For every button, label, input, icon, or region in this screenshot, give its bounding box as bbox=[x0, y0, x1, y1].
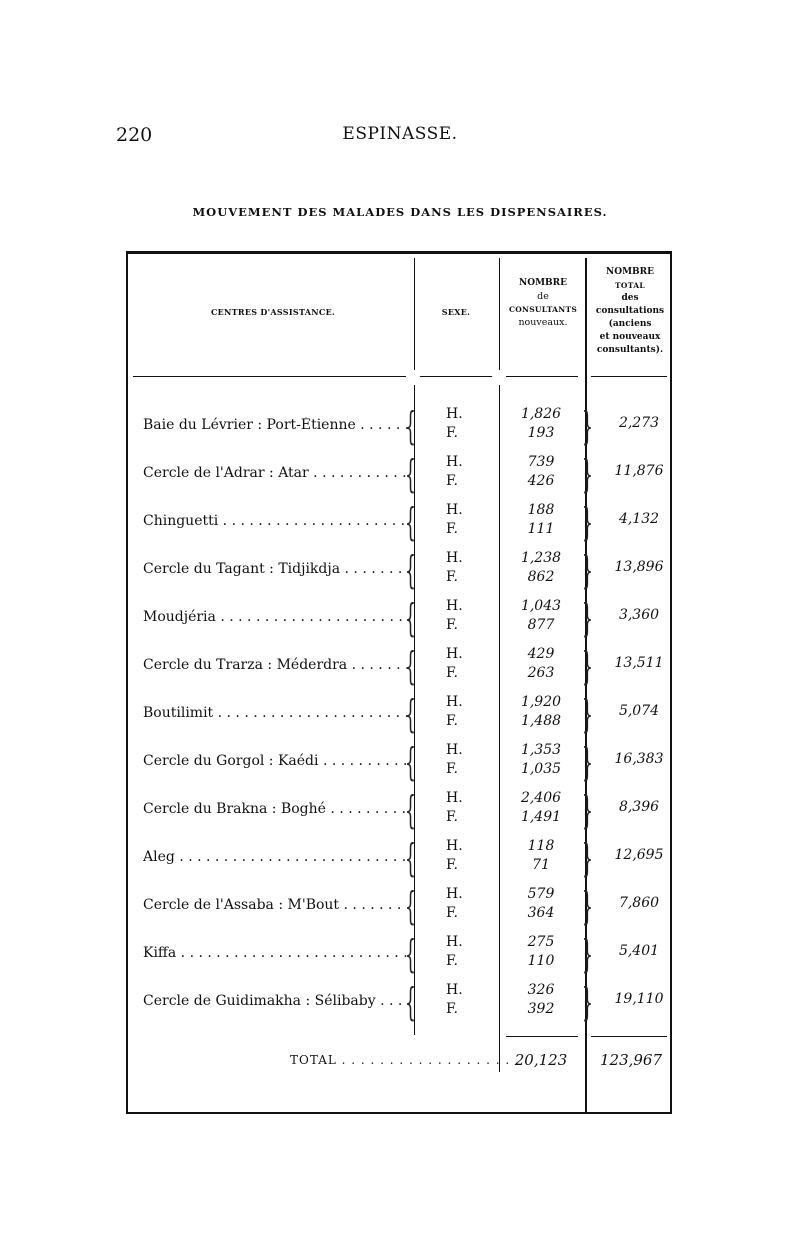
table-row-gorgol-kaedi bbox=[0, 739, 800, 785]
count-f: 1,488 bbox=[520, 713, 562, 729]
total-consultations: 2,273 bbox=[618, 415, 660, 431]
count-f: 364 bbox=[527, 905, 555, 921]
table-row-moudjeria bbox=[0, 595, 800, 641]
brace-right: } bbox=[582, 932, 593, 976]
brace-left: { bbox=[405, 404, 416, 448]
sex-f: F. bbox=[446, 521, 458, 537]
count-f: 877 bbox=[527, 617, 555, 633]
total-consultations: 3,360 bbox=[618, 607, 660, 623]
count-f: 111 bbox=[527, 521, 555, 537]
sex-f: F. bbox=[446, 905, 458, 921]
count-f: 110 bbox=[527, 953, 555, 969]
centre-name bbox=[143, 561, 411, 577]
count-h: 326 bbox=[527, 982, 555, 998]
brace-right: } bbox=[582, 644, 593, 688]
count-h: 188 bbox=[527, 502, 555, 518]
sex-h: H. bbox=[446, 838, 463, 854]
count-h: 579 bbox=[527, 886, 555, 902]
leader-dots bbox=[337, 1053, 520, 1067]
centre-name-text: Kiffa bbox=[143, 945, 177, 961]
total-consultations: 13,511 bbox=[614, 655, 664, 671]
leader-dots bbox=[176, 945, 411, 961]
column-rule-sexe bbox=[499, 258, 500, 370]
count-f: 1,035 bbox=[520, 761, 562, 777]
count-h: 739 bbox=[527, 454, 555, 470]
count-h: 1,826 bbox=[520, 406, 562, 422]
table-row-kiffa bbox=[0, 931, 800, 977]
brace-left: { bbox=[405, 932, 416, 976]
leader-dots bbox=[339, 897, 411, 913]
table-row-aleg bbox=[0, 835, 800, 881]
table-row-trarza-mederdra bbox=[0, 643, 800, 689]
brace-left: { bbox=[405, 740, 416, 784]
centre-name-text: Cercle de Guidimakha : Sélibaby bbox=[143, 993, 376, 1009]
total-consultations: 5,401 bbox=[618, 943, 660, 959]
total-rule-left bbox=[506, 1036, 578, 1037]
brace-left: { bbox=[405, 884, 416, 928]
centre-name-text: Moudjéria bbox=[143, 609, 216, 625]
count-h: 1,353 bbox=[520, 742, 562, 758]
brace-left: { bbox=[405, 548, 416, 592]
centre-name bbox=[143, 513, 411, 529]
sex-f: F. bbox=[446, 857, 458, 873]
sex-f: F. bbox=[446, 1001, 458, 1017]
brace-right: } bbox=[582, 740, 593, 784]
centre-name bbox=[143, 609, 411, 625]
centre-name-text: Chinguetti bbox=[143, 513, 219, 529]
sex-h: H. bbox=[446, 886, 463, 902]
sex-h: H. bbox=[446, 694, 463, 710]
count-f: 392 bbox=[527, 1001, 555, 1017]
leader-dots bbox=[356, 417, 411, 433]
total-consultations: 7,860 bbox=[618, 895, 660, 911]
header-nouveaux-line-4: nouveaux. bbox=[518, 317, 568, 328]
total-consultations: 5,074 bbox=[618, 703, 660, 719]
sex-f: F. bbox=[446, 617, 458, 633]
header-total-line-5: (anciens bbox=[608, 319, 652, 329]
brace-right: } bbox=[582, 836, 593, 880]
sex-f: F. bbox=[446, 713, 458, 729]
sex-f: F. bbox=[446, 569, 458, 585]
header-total-line-2: TOTAL bbox=[615, 281, 645, 290]
brace-left: { bbox=[405, 500, 416, 544]
table-row-adrar-atar bbox=[0, 451, 800, 497]
count-h: 429 bbox=[527, 646, 555, 662]
centre-name-text: Cercle du Brakna : Boghé bbox=[143, 801, 326, 817]
count-f: 263 bbox=[527, 665, 555, 681]
grand-total-nouveaux: 20,123 bbox=[514, 1051, 568, 1069]
sex-h: H. bbox=[446, 598, 463, 614]
brace-right: } bbox=[582, 884, 593, 928]
sex-f: F. bbox=[446, 425, 458, 441]
centre-name-text: Cercle de l'Adrar : Atar bbox=[143, 465, 309, 481]
brace-left: { bbox=[405, 644, 416, 688]
sex-f: F. bbox=[446, 953, 458, 969]
brace-right: } bbox=[582, 980, 593, 1024]
count-h: 118 bbox=[527, 838, 555, 854]
count-h: 1,043 bbox=[520, 598, 562, 614]
brace-right: } bbox=[582, 692, 593, 736]
count-h: 2,406 bbox=[520, 790, 562, 806]
total-consultations: 13,896 bbox=[614, 559, 664, 575]
total-consultations: 19,110 bbox=[614, 991, 664, 1007]
sex-f: F. bbox=[446, 473, 458, 489]
count-h: 1,920 bbox=[520, 694, 562, 710]
leader-dots bbox=[319, 753, 412, 769]
brace-left: { bbox=[405, 596, 416, 640]
table-row-chinguetti bbox=[0, 499, 800, 545]
centre-name-text: Aleg bbox=[143, 849, 175, 865]
centre-name bbox=[143, 417, 411, 433]
sex-h: H. bbox=[446, 502, 463, 518]
centre-name bbox=[143, 945, 411, 961]
brace-left: { bbox=[405, 452, 416, 496]
count-h: 275 bbox=[527, 934, 555, 950]
centre-name bbox=[143, 705, 411, 721]
centre-name-text: Cercle du Gorgol : Kaédi bbox=[143, 753, 319, 769]
sex-h: H. bbox=[446, 742, 463, 758]
total-consultations: 12,695 bbox=[614, 847, 664, 863]
header-underline-total bbox=[591, 376, 667, 377]
total-consultations: 16,383 bbox=[614, 751, 664, 767]
count-f: 862 bbox=[527, 569, 555, 585]
centre-name bbox=[143, 849, 411, 865]
leader-dots bbox=[309, 465, 411, 481]
total-label-text: TOTAL bbox=[290, 1053, 337, 1067]
header-underline-centres bbox=[133, 376, 406, 377]
brace-right: } bbox=[582, 596, 593, 640]
centre-name bbox=[143, 657, 411, 673]
table-row-brakna-boghe bbox=[0, 787, 800, 833]
table-row-baie-du-levrier bbox=[0, 403, 800, 449]
total-row-label bbox=[290, 1053, 520, 1067]
grand-total-consultations: 123,967 bbox=[599, 1051, 663, 1069]
leader-dots bbox=[216, 609, 411, 625]
centre-name-text: Baie du Lévrier : Port-Étienne bbox=[143, 417, 356, 433]
page-number: 220 bbox=[116, 124, 153, 146]
count-h: 1,238 bbox=[520, 550, 562, 566]
centre-name bbox=[143, 753, 411, 769]
column-rule-centres bbox=[414, 258, 415, 370]
sex-h: H. bbox=[446, 790, 463, 806]
centre-name bbox=[143, 993, 411, 1009]
centre-name-text: Cercle de l'Assaba : M'Bout bbox=[143, 897, 340, 913]
brace-right: } bbox=[582, 500, 593, 544]
leader-dots bbox=[175, 849, 411, 865]
total-consultations: 4,132 bbox=[618, 511, 660, 527]
count-f: 193 bbox=[527, 425, 555, 441]
brace-left: { bbox=[405, 836, 416, 880]
leader-dots bbox=[213, 705, 411, 721]
sex-h: H. bbox=[446, 454, 463, 470]
header-total-line-6: et nouveaux bbox=[599, 332, 661, 342]
brace-left: { bbox=[405, 692, 416, 736]
brace-right: } bbox=[582, 788, 593, 832]
header-nouveaux-line-1: NOMBRE bbox=[519, 278, 567, 288]
brace-left: { bbox=[405, 788, 416, 832]
table-row-boutilimit bbox=[0, 691, 800, 737]
brace-left: { bbox=[405, 980, 416, 1024]
brace-right: } bbox=[582, 452, 593, 496]
centre-name bbox=[143, 465, 411, 481]
leader-dots bbox=[218, 513, 411, 529]
table-row-assaba-mbout bbox=[0, 883, 800, 929]
sex-h: H. bbox=[446, 550, 463, 566]
header-centres: CENTRES D'ASSISTANCE. bbox=[210, 307, 336, 317]
leader-dots bbox=[347, 657, 411, 673]
sex-h: H. bbox=[446, 934, 463, 950]
header-nouveaux-line-2: de bbox=[537, 291, 549, 302]
running-head: ESPINASSE. bbox=[342, 124, 458, 144]
sex-h: H. bbox=[446, 982, 463, 998]
sex-f: F. bbox=[446, 761, 458, 777]
sex-h: H. bbox=[446, 646, 463, 662]
leader-dots bbox=[326, 801, 411, 817]
header-total-line-4: consultations bbox=[595, 306, 665, 316]
table-row-tagant-tidjikdja bbox=[0, 547, 800, 593]
header-nouveaux-line-3: CONSULTANTS bbox=[508, 305, 578, 314]
centre-name-text: Cercle du Trarza : Méderdra bbox=[143, 657, 348, 673]
sex-f: F. bbox=[446, 809, 458, 825]
header-total bbox=[588, 266, 672, 357]
count-f: 71 bbox=[532, 857, 550, 873]
sex-f: F. bbox=[446, 665, 458, 681]
centre-name-text: Cercle du Tagant : Tidjikdja bbox=[143, 561, 341, 577]
centre-name bbox=[143, 897, 411, 913]
header-sexe: SEXE. bbox=[441, 307, 471, 317]
total-consultations: 11,876 bbox=[614, 463, 664, 479]
count-f: 426 bbox=[527, 473, 555, 489]
count-f: 1,491 bbox=[520, 809, 562, 825]
table-row-guidimakha-selibaby bbox=[0, 979, 800, 1025]
centre-name-text: Boutilimit bbox=[143, 705, 214, 721]
header-nouveaux bbox=[503, 277, 583, 329]
total-rule-right bbox=[591, 1036, 667, 1037]
header-total-line-7: consultants). bbox=[596, 345, 664, 355]
total-consultations: 8,396 bbox=[618, 799, 660, 815]
brace-right: } bbox=[582, 404, 593, 448]
header-total-line-3: des bbox=[621, 293, 639, 303]
header-underline-sexe bbox=[420, 376, 492, 377]
sex-h: H. bbox=[446, 406, 463, 422]
leader-dots bbox=[340, 561, 411, 577]
centre-name bbox=[143, 801, 411, 817]
header-total-line-1: NOMBRE bbox=[606, 267, 654, 277]
table-caption: MOUVEMENT DES MALADES DANS LES DISPENSAIRES. bbox=[192, 205, 608, 219]
header-underline-nouveaux bbox=[506, 376, 578, 377]
brace-right: } bbox=[582, 548, 593, 592]
